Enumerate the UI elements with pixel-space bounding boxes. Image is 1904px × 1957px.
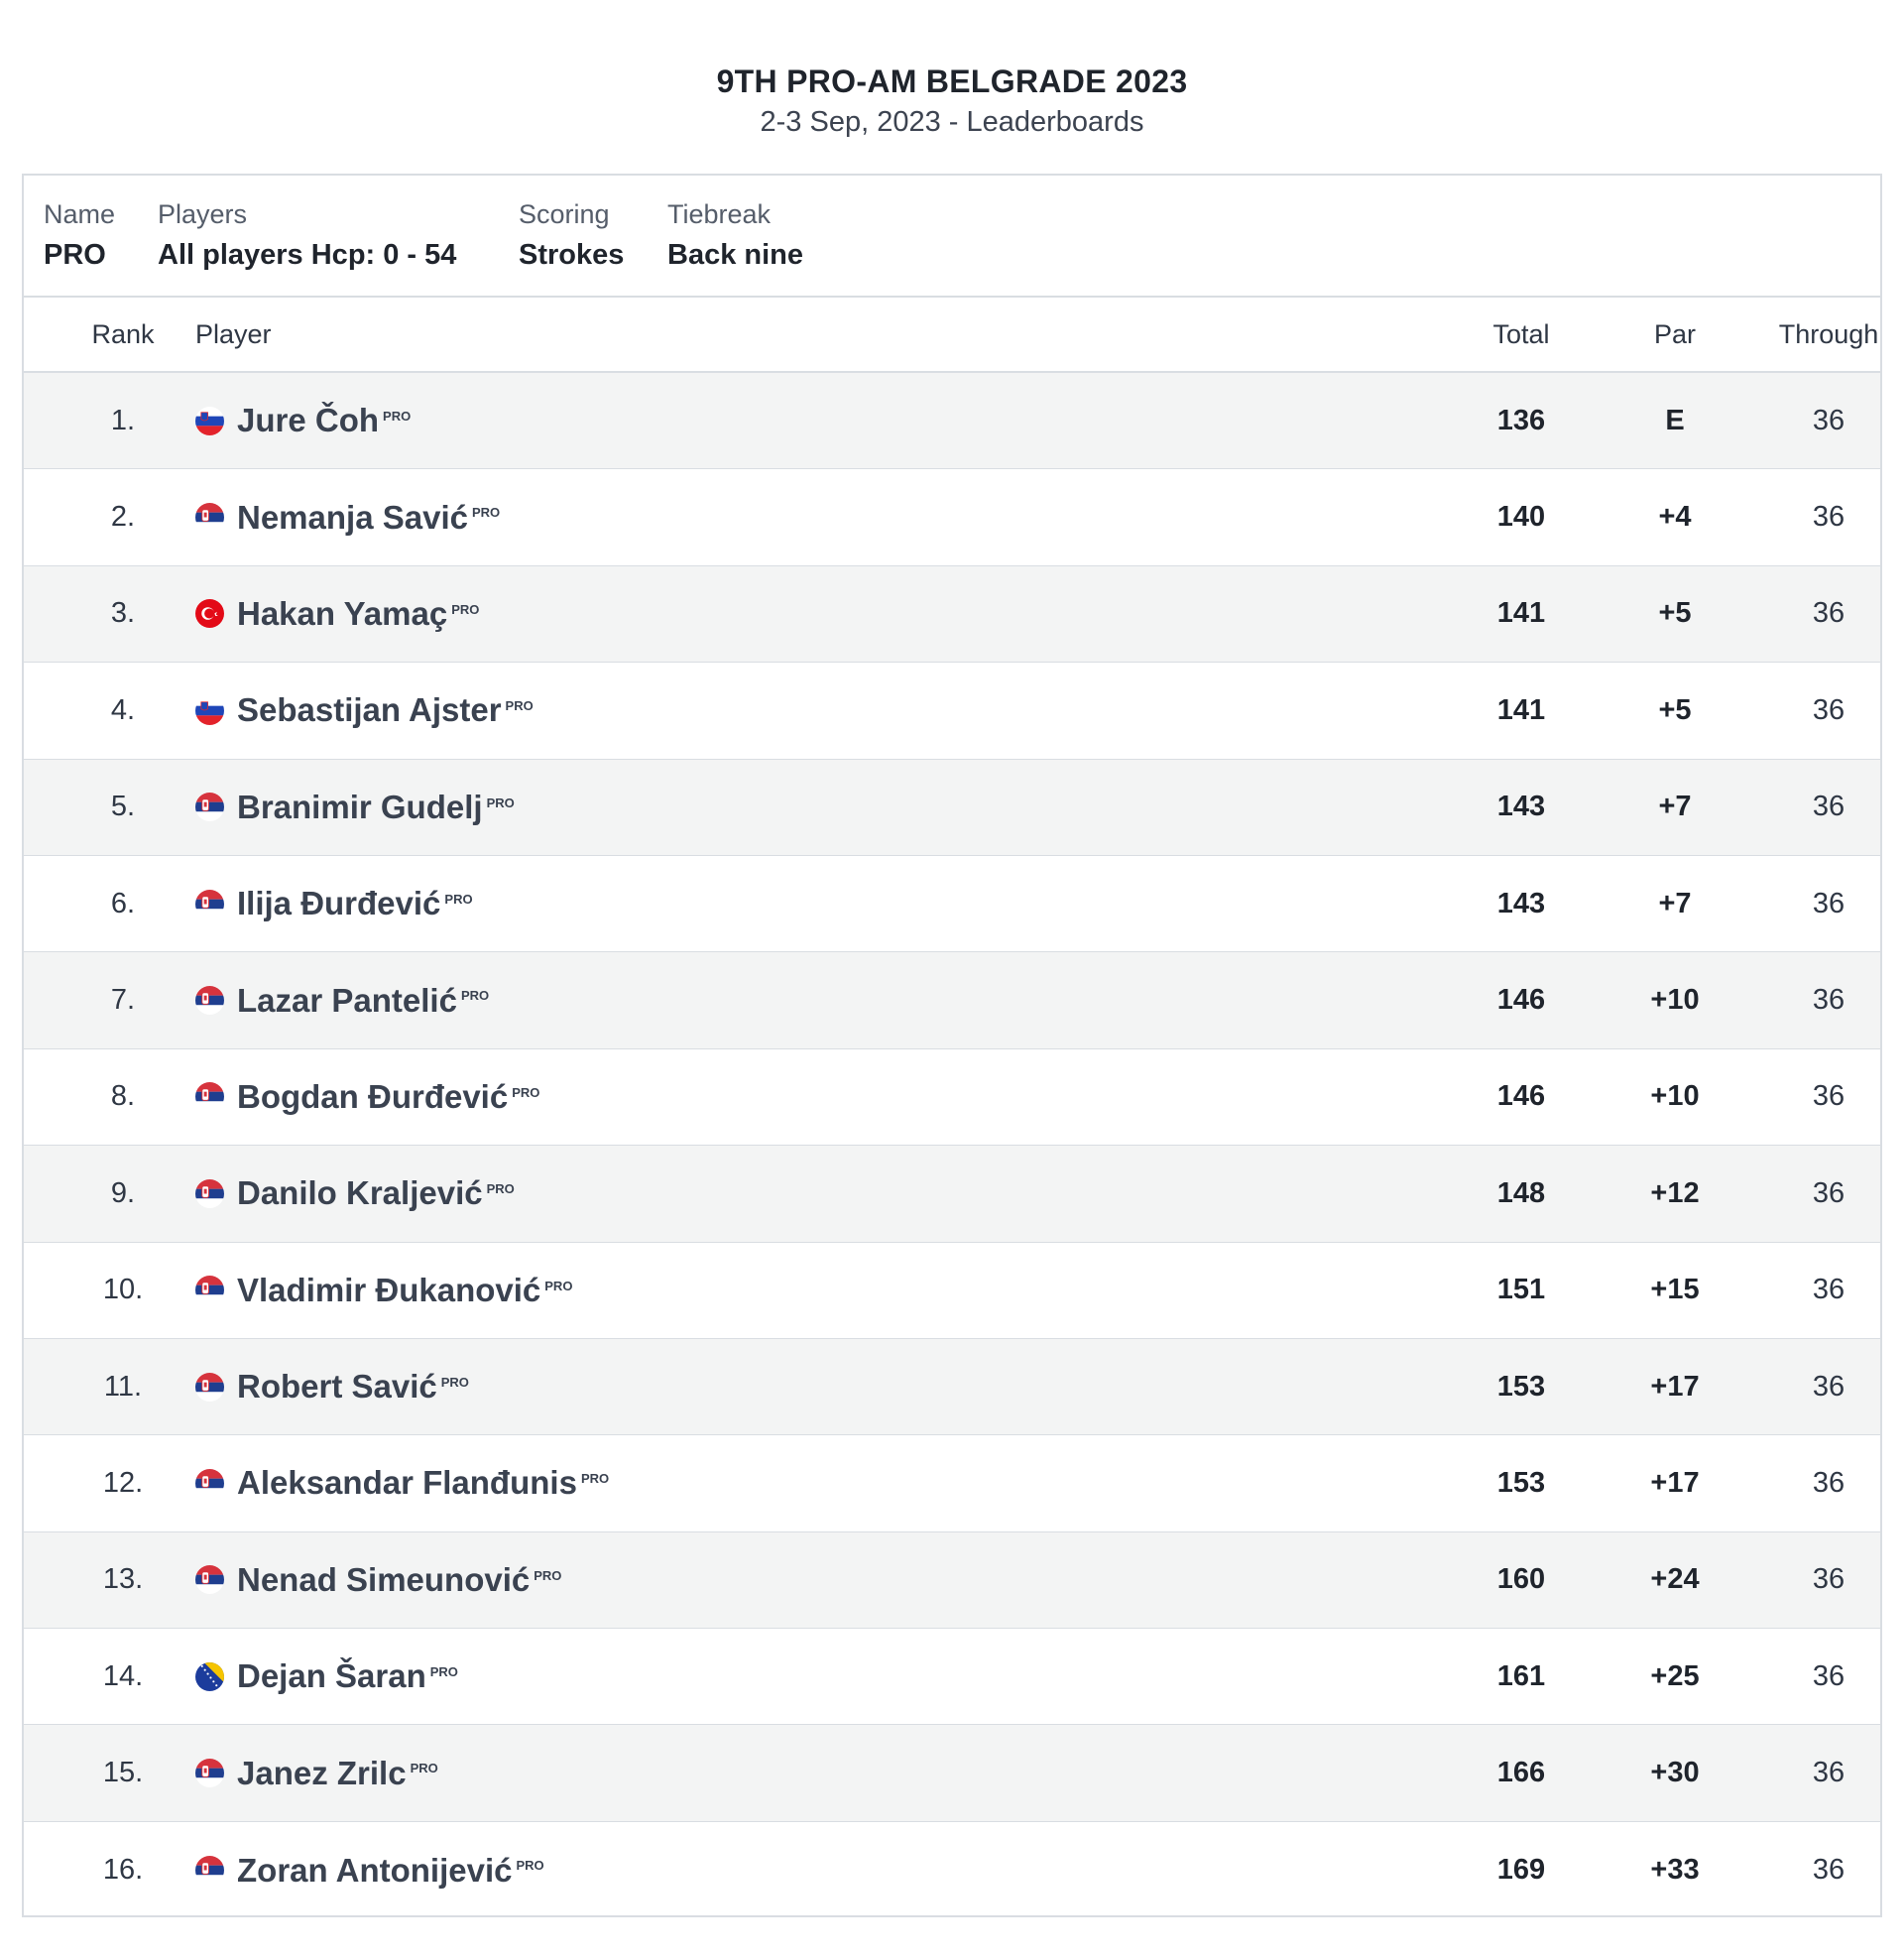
par-cell: +5 <box>1658 693 1692 726</box>
total-cell: 136 <box>1496 404 1546 436</box>
player-name[interactable]: Aleksandar Flanđunis <box>237 1464 577 1502</box>
pro-badge: PRO <box>471 505 501 521</box>
pro-badge: PRO <box>460 988 490 1004</box>
rank-cell: 6. <box>110 887 136 919</box>
tiebreak-value: Back nine <box>667 239 803 271</box>
player-cell[interactable] <box>195 1435 609 1530</box>
turkey-flag-icon <box>195 599 224 628</box>
par-cell: +25 <box>1650 1659 1700 1692</box>
total-cell: 166 <box>1496 1757 1546 1789</box>
player-name[interactable]: Vladimir Đukanović <box>237 1271 541 1308</box>
player-name[interactable]: Branimir Gudelj <box>237 788 483 825</box>
table-row[interactable] <box>24 1435 1880 1531</box>
player-cell[interactable] <box>195 1532 561 1628</box>
player-cell[interactable] <box>195 469 500 564</box>
pro-badge: PRO <box>410 1761 438 1776</box>
name-value: PRO <box>44 239 106 271</box>
rank-cell: 15. <box>102 1757 144 1789</box>
player-name[interactable]: Nenad Simeunović <box>237 1560 531 1598</box>
par-cell: +17 <box>1650 1466 1700 1499</box>
pro-badge: PRO <box>440 1374 469 1390</box>
player-name[interactable]: Robert Savić <box>237 1368 437 1406</box>
par-cell: +15 <box>1650 1274 1700 1306</box>
serbia-flag-icon <box>195 1759 224 1787</box>
par-cell: +7 <box>1658 887 1692 919</box>
page-title: 9TH PRO-AM BELGRADE 2023 <box>716 63 1188 99</box>
total-cell: 160 <box>1496 1563 1546 1596</box>
par-cell: +4 <box>1658 501 1692 534</box>
rank-cell: 11. <box>103 1370 143 1403</box>
serbia-flag-icon <box>195 793 224 821</box>
par-cell: +10 <box>1650 1080 1700 1113</box>
rank-cell: 10. <box>102 1274 144 1306</box>
serbia-flag-icon <box>195 1565 224 1594</box>
table-body <box>24 373 1880 1917</box>
rank-cell: 7. <box>110 984 136 1017</box>
players-info <box>158 197 456 273</box>
par-cell: +7 <box>1658 791 1692 823</box>
through-cell: 36 <box>1812 693 1845 726</box>
player-name[interactable]: Nemanja Savić <box>237 498 468 536</box>
serbia-flag-icon <box>195 986 224 1015</box>
total-cell: 140 <box>1496 501 1546 534</box>
scoring-value: Strokes <box>519 239 625 271</box>
pro-badge: PRO <box>544 1278 573 1293</box>
total-cell: 153 <box>1496 1370 1546 1403</box>
player-cell[interactable] <box>195 1243 572 1338</box>
total-cell: 169 <box>1496 1854 1546 1887</box>
through-cell: 36 <box>1812 501 1845 534</box>
par-cell: +10 <box>1650 984 1700 1017</box>
par-cell: +17 <box>1650 1370 1700 1403</box>
serbia-flag-icon <box>195 1469 224 1498</box>
player-cell[interactable] <box>195 760 515 855</box>
total-cell: 153 <box>1496 1466 1546 1499</box>
pro-badge: PRO <box>580 1471 610 1487</box>
serbia-flag-icon <box>195 890 224 918</box>
player-name[interactable]: Lazar Pantelić <box>237 981 457 1019</box>
through-cell: 36 <box>1812 1659 1845 1692</box>
pro-badge: PRO <box>486 795 515 810</box>
pro-badge: PRO <box>512 1084 540 1100</box>
leaderboard-info <box>24 176 1880 298</box>
pro-badge: PRO <box>486 1181 515 1197</box>
player-name[interactable]: Janez Zrilc <box>237 1754 407 1791</box>
slovenia-flag-icon <box>195 407 224 435</box>
rank-cell: 2. <box>110 501 136 534</box>
player-name[interactable]: Sebastijan Ajster <box>237 691 502 729</box>
total-cell: 141 <box>1496 693 1546 726</box>
serbia-flag-icon <box>195 1082 224 1111</box>
serbia-flag-icon <box>195 1179 224 1208</box>
rank-cell: 12. <box>102 1466 144 1499</box>
player-cell[interactable] <box>195 566 479 662</box>
player-cell[interactable] <box>195 1146 515 1241</box>
rank-cell: 16. <box>102 1854 144 1887</box>
total-cell: 148 <box>1496 1176 1546 1209</box>
pro-badge: PRO <box>516 1857 544 1873</box>
pro-badge: PRO <box>429 1664 458 1680</box>
total-cell: 161 <box>1496 1659 1546 1692</box>
through-cell: 36 <box>1812 1274 1845 1306</box>
total-cell: 141 <box>1496 597 1546 630</box>
rank-cell: 1. <box>110 404 136 436</box>
table-row[interactable] <box>24 1725 1880 1821</box>
par-cell: +33 <box>1650 1854 1700 1887</box>
slovenia-flag-icon <box>195 696 224 725</box>
table-row[interactable] <box>24 1146 1880 1242</box>
rank-cell: 4. <box>110 693 136 726</box>
through-cell: 36 <box>1812 1080 1845 1113</box>
players-label: Players <box>158 199 248 229</box>
table-row[interactable] <box>24 1049 1880 1146</box>
through-cell: 36 <box>1812 1563 1845 1596</box>
total-cell: 151 <box>1496 1274 1546 1306</box>
name-info <box>44 197 115 273</box>
player-name[interactable]: Danilo Kraljević <box>237 1174 483 1212</box>
serbia-flag-icon <box>195 1856 224 1885</box>
player-cell[interactable] <box>195 952 489 1047</box>
rank-cell: 13. <box>102 1563 144 1596</box>
through-cell: 36 <box>1812 887 1845 919</box>
table-row[interactable] <box>24 1629 1880 1725</box>
player-cell[interactable] <box>195 1049 539 1145</box>
pro-badge: PRO <box>444 891 473 907</box>
pro-badge: PRO <box>383 409 412 424</box>
pro-badge: PRO <box>534 1567 562 1583</box>
rank-column-header[interactable]: Rank <box>91 319 155 349</box>
rank-cell: 14. <box>102 1659 144 1692</box>
player-cell[interactable] <box>195 1725 438 1820</box>
par-cell: +5 <box>1658 597 1692 630</box>
through-cell: 36 <box>1812 597 1845 630</box>
tiebreak-label: Tiebreak <box>667 199 772 229</box>
tiebreak-info <box>667 197 803 273</box>
through-cell: 36 <box>1812 1176 1845 1209</box>
player-cell[interactable] <box>195 663 534 758</box>
par-cell: +24 <box>1650 1563 1700 1596</box>
page-header <box>0 61 1904 140</box>
total-cell: 146 <box>1496 1080 1546 1113</box>
rank-cell: 5. <box>110 791 136 823</box>
player-name[interactable]: Dejan Šaran <box>237 1657 426 1695</box>
rank-cell: 3. <box>110 597 136 630</box>
name-label: Name <box>44 199 116 229</box>
player-cell[interactable] <box>195 373 411 468</box>
table-row[interactable] <box>24 856 1880 952</box>
par-cell: +12 <box>1650 1176 1700 1209</box>
player-cell[interactable] <box>195 1339 469 1434</box>
rank-cell: 9. <box>110 1176 136 1209</box>
par-column-header[interactable]: Par <box>1653 319 1697 349</box>
scoring-label: Scoring <box>519 199 610 229</box>
players-value: All players Hcp: 0 - 54 <box>158 239 457 271</box>
through-cell: 36 <box>1812 404 1845 436</box>
total-cell: 143 <box>1496 887 1546 919</box>
through-cell: 36 <box>1812 1854 1845 1887</box>
table-row[interactable] <box>24 1339 1880 1435</box>
table-row[interactable] <box>24 952 1880 1048</box>
leaderboard <box>22 174 1882 1917</box>
pro-badge: PRO <box>451 601 480 617</box>
page-subtitle: 2-3 Sep, 2023 - Leaderboards <box>760 106 1144 138</box>
table-row[interactable] <box>24 1822 1880 1917</box>
player-name[interactable]: Hakan Yamaç <box>237 594 448 632</box>
table-row[interactable] <box>24 1532 1880 1629</box>
total-cell: 146 <box>1496 984 1546 1017</box>
pro-badge: PRO <box>505 698 534 714</box>
table-row[interactable] <box>24 373 1880 469</box>
through-cell: 36 <box>1812 1466 1845 1499</box>
table-header <box>24 298 1880 373</box>
bosnia-flag-icon <box>195 1662 224 1691</box>
player-name[interactable]: Zoran Antonijević <box>237 1851 513 1889</box>
scoring-info <box>519 197 624 273</box>
table-row[interactable] <box>24 469 1880 565</box>
par-cell: E <box>1665 404 1685 436</box>
serbia-flag-icon <box>195 1373 224 1402</box>
total-column-header[interactable]: Total <box>1492 319 1550 349</box>
par-cell: +30 <box>1650 1757 1700 1789</box>
player-cell[interactable] <box>195 1629 458 1724</box>
serbia-flag-icon <box>195 1276 224 1304</box>
player-cell[interactable] <box>195 856 473 951</box>
serbia-flag-icon <box>195 503 224 532</box>
through-column-header[interactable]: Through <box>1778 319 1879 349</box>
through-cell: 36 <box>1812 1757 1845 1789</box>
table-row[interactable] <box>24 1243 1880 1339</box>
player-name[interactable]: Jure Čoh <box>237 402 380 439</box>
rank-cell: 8. <box>110 1080 136 1113</box>
table-row[interactable] <box>24 566 1880 663</box>
total-cell: 143 <box>1496 791 1546 823</box>
table-row[interactable] <box>24 760 1880 856</box>
through-cell: 36 <box>1812 791 1845 823</box>
table-row[interactable] <box>24 663 1880 759</box>
through-cell: 36 <box>1812 984 1845 1017</box>
player-column-header[interactable]: Player <box>195 319 272 349</box>
player-name[interactable]: Ilija Đurđević <box>237 885 441 922</box>
player-name[interactable]: Bogdan Đurđević <box>237 1077 509 1115</box>
through-cell: 36 <box>1812 1370 1845 1403</box>
player-cell[interactable] <box>195 1822 544 1917</box>
